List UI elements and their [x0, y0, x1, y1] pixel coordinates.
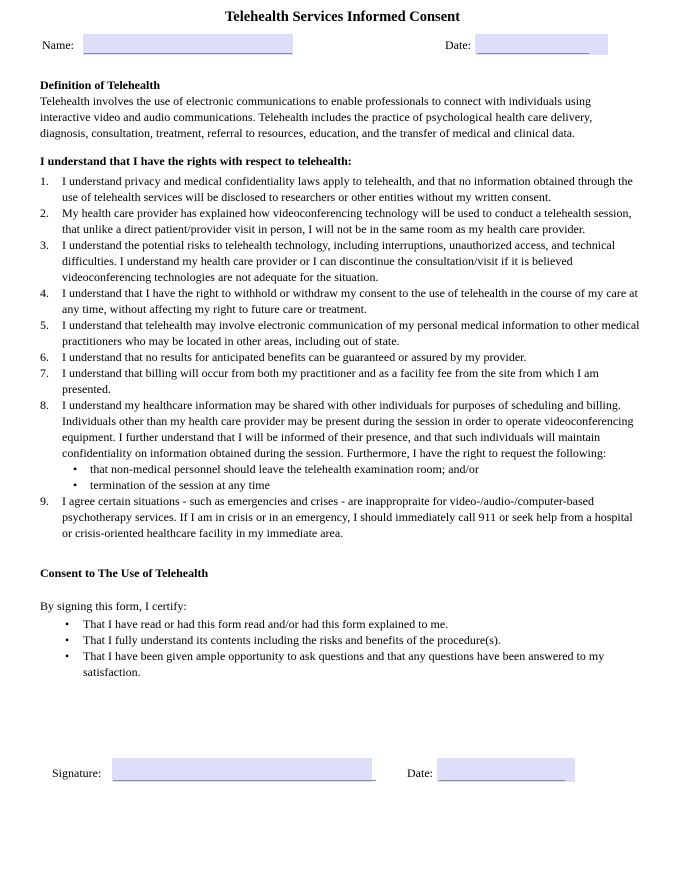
name-input-underline [84, 53, 292, 54]
name-input[interactable] [83, 34, 293, 55]
rights-heading: I understand that I have the rights with respect to telehealth: [40, 154, 352, 168]
rights-item-5: I understand that telehealth may involve electronic communication of my personal medical information to other medical practitioners who may be located in other areas, including out of state. [62, 318, 640, 348]
form-body [0, 77, 685, 680]
consent-bullet-1: • That I have read or had this form read and/or had this form explained to me. [83, 616, 643, 632]
signature-date-input-underline [439, 780, 565, 781]
certify-intro: By signing this form, I certify: [40, 599, 187, 613]
rights-item-8 [62, 397, 643, 493]
rights-item-9: I agree certain situations - such as emergencies and crises - are inappropraite for video-/audio-/computer-based psychotherapy services. If I am in crisis or in an emergency, I should immediately call 911 or seek help from a hospital or crisis-oriented healthcare facility in my immediate area. [62, 494, 633, 540]
rights-item-3: I understand the potential risks to telehealth technology, including interruptions, unauthorized access, and technical difficulties. I understand my health care provider or I can discontinue the consultation/visit if it is believed videoconferencing technologies are not adequate for the situation. [62, 238, 616, 284]
name-label: Name: [42, 38, 74, 52]
consent-bullet-3: • That I have been given ample opportunity to ask questions and that any questions have been answered to my satisfaction. [83, 648, 643, 680]
rights-item-8-sub-bullets [62, 461, 643, 493]
consent-bullet-2: • That I fully understand its contents including the risks and benefits of the procedure(s). [83, 632, 643, 648]
date-input-underline [477, 53, 589, 54]
rights-item-2: My health care provider has explained how videoconferencing technology will be used to conduct a telehealth session, that unlike a direct patient/provider visit in person, I will not be in the same room as my health care provider. [62, 206, 632, 236]
definition-heading: Definition of Telehealth [40, 78, 161, 92]
signature-label: Signature: [52, 766, 102, 780]
signature-date-input[interactable] [437, 758, 575, 782]
consent-bullet-list [40, 616, 643, 680]
date-input[interactable] [475, 34, 608, 55]
signature-input-underline [113, 780, 376, 781]
signature-row [0, 757, 685, 787]
rights-item-1: I understand privacy and medical confidentiality laws apply to telehealth, and that no information obtained through the use of telehealth services will be disclosed to researchers or other entities without my written consent. [62, 174, 633, 204]
rights-item-7: I understand that billing will occur from both my practitioner and as a facility fee from the site from which I am presented. [62, 366, 599, 396]
rights-list [40, 173, 643, 541]
form-title: Telehealth Services Informed Consent [224, 9, 461, 25]
signature-input[interactable] [112, 758, 372, 782]
signature-date-label: Date: [407, 766, 433, 780]
rights-item-6: I understand that no results for anticipated benefits can be guaranteed or assured by my provider. [62, 350, 527, 364]
consent-heading: Consent to The Use of Telehealth [40, 566, 209, 580]
sub-bullet-1: • that non-medical personnel should leave the telehealth examination room; and/or [90, 461, 643, 477]
date-label: Date: [445, 38, 471, 52]
rights-item-8-text: I understand my healthcare information may be shared with other individuals for purposes of scheduling and billing. Individuals other than my health care provider may be present during the session in order to operate videoconferencing equipment. I further understand that I will be informed of their presence, and that such individuals will maintain confidentiality on information obtained during the session. Furthermore, I have the right to request the following: [62, 398, 634, 460]
definition-paragraph: Telehealth involves the use of electronic communications to enable professionals to connect with individuals using interactive video and audio communications. Telehealth includes the practice of psychological health care delivery, diagnosis, consultation, treatment, referral to resources, education, and the transfer of medical and clinical data. [40, 94, 593, 140]
rights-item-4: I understand that I have the right to withhold or withdraw my consent to the use of telehealth in the course of my care at any time, without affecting my right to future care or treatment. [62, 286, 638, 316]
top-field-row [0, 33, 685, 59]
sub-bullet-2: • termination of the session at any time [90, 477, 643, 493]
